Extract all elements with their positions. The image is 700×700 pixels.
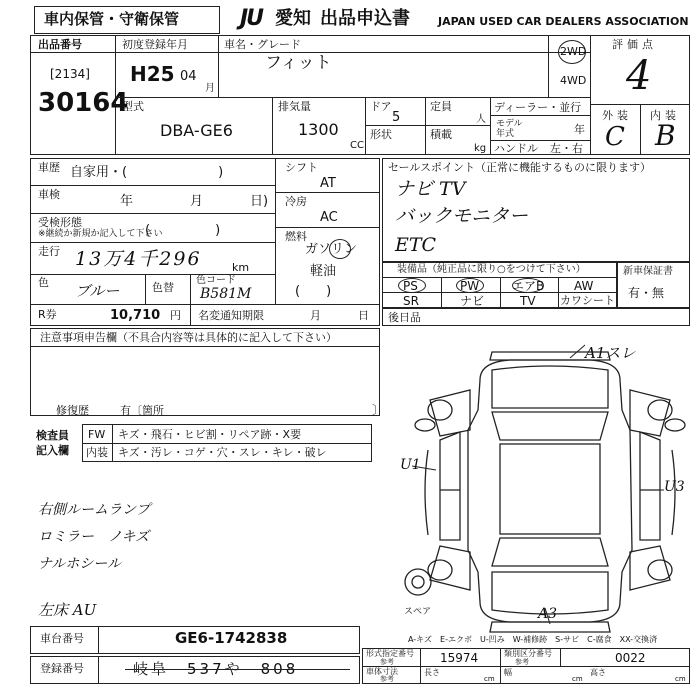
- size-label: 車体寸法: [366, 667, 398, 676]
- repair-history-value: 有〔箇所: [120, 404, 164, 417]
- equip-tv: TV: [520, 294, 536, 308]
- size-ref: 参考: [380, 675, 394, 683]
- doors-label: ドア: [370, 100, 392, 113]
- remarks-label: 後日品: [388, 311, 421, 324]
- displacement-unit: CC: [350, 140, 364, 151]
- fw-items: キズ・飛石・ヒビ割・リペア跡・X要: [118, 428, 302, 441]
- displacement-label: 排気量: [278, 100, 311, 113]
- repair-history-label: 修復歴: [56, 404, 89, 417]
- mileage-value: 13万4千296: [75, 248, 202, 270]
- inspector-interior-label: 内装: [86, 446, 108, 459]
- capacity-unit: 人: [476, 114, 486, 125]
- height-unit: cm: [675, 675, 686, 683]
- model-label: 型式: [122, 100, 144, 113]
- length-unit: cm: [484, 675, 495, 683]
- fuel-gasoline: ガソリン: [305, 242, 358, 257]
- color-code-label: 色コード: [196, 275, 236, 286]
- equip-ps: PS: [403, 279, 418, 293]
- notice-label: 名変通知期限: [198, 309, 264, 322]
- aircon-value: AC: [320, 210, 338, 225]
- history-value: 自家用・( ): [70, 165, 224, 180]
- chassis-number: GE6-1742838: [175, 629, 288, 647]
- top-grid: [30, 35, 690, 155]
- length-label: 長さ: [424, 668, 440, 677]
- handwritten-note-3: ナルホシール: [38, 556, 122, 572]
- shift-label: シフト: [285, 161, 318, 174]
- load-unit: kg: [474, 143, 487, 154]
- handwritten-note-1: 右側ルームランプ: [38, 502, 150, 518]
- class-ref: 参考: [515, 658, 529, 666]
- recycle-value: 10,710: [110, 308, 161, 323]
- equip-aw: AW: [574, 279, 594, 293]
- handle-options: 左・右: [550, 142, 583, 155]
- shift-value: AT: [320, 176, 336, 191]
- sales-point-3: ETC: [395, 234, 437, 256]
- org-name: 愛知: [275, 8, 311, 29]
- registration-label: 初度登録年月: [122, 38, 188, 51]
- lot-label: 出品番号: [38, 38, 82, 51]
- model-year-label: モデル年式: [496, 119, 523, 139]
- warranty-options: 有・無: [628, 286, 665, 300]
- car-name-label: 車名・グレード: [224, 38, 301, 51]
- plate-label: 登録番号: [40, 662, 84, 675]
- grade-score: 4: [626, 53, 652, 99]
- recycle-unit: 円: [170, 309, 181, 322]
- sales-point-2: バックモニター: [395, 205, 529, 227]
- fw-label: FW: [88, 428, 106, 441]
- width-unit: cm: [572, 675, 583, 683]
- type-label: 形式指定番号: [366, 649, 414, 658]
- damage-mark-u3: U3: [664, 479, 685, 495]
- damage-legend: A-キズ E-エクボ U-凹み W-補修跡 S-サビ C-腐食 XX-交換済: [408, 635, 658, 644]
- warranty-label: 新車保証書: [623, 266, 673, 277]
- exterior-grade: C: [605, 122, 625, 152]
- doors-value: 5: [392, 110, 401, 125]
- accept-label: 受検形態: [38, 216, 82, 229]
- model-year-unit: 年: [574, 123, 585, 136]
- aircon-label: 冷房: [285, 195, 307, 208]
- registration-month: 04: [180, 69, 197, 84]
- inspector-sublabel: 記入欄: [36, 444, 69, 457]
- handwritten-note-4: 左床 AU: [38, 601, 97, 619]
- org-english: JAPAN USED CAR DEALERS ASSOCIATION: [438, 15, 689, 28]
- equip-sr: SR: [403, 294, 419, 308]
- color-change-label: 色替: [152, 281, 174, 294]
- fuel-other: ( ): [295, 284, 332, 299]
- dealer-label: ディーラー・並行: [494, 101, 582, 114]
- storage-title: 車内保管・守衛保管: [44, 10, 180, 28]
- notice-day: 日: [358, 309, 369, 322]
- registration-month-unit: 月: [205, 83, 215, 94]
- lot-small-number: [2134]: [50, 67, 90, 81]
- plate-number: 岐阜 537や 808: [133, 660, 299, 678]
- mileage-label: 走行: [38, 245, 60, 258]
- registration-year: H25: [130, 62, 175, 86]
- form-title: 出品申込書: [320, 8, 410, 29]
- height-label: 高さ: [590, 668, 606, 677]
- accept-note: ※継続か新規か記入して下さい: [38, 229, 163, 239]
- car-diagram: [400, 340, 690, 640]
- color-code: B581M: [200, 286, 252, 302]
- capacity-label: 定員: [430, 100, 452, 113]
- type-value: 15974: [440, 651, 479, 665]
- notes-label: 注意事項申告欄（不具合内容等は具体的に記入して下さい）: [40, 331, 337, 344]
- notice-month: 月: [310, 309, 321, 322]
- damage-mark-a1: A1スレ: [585, 344, 636, 362]
- damage-mark-u1: U1: [400, 457, 421, 473]
- fuel-label: 燃料: [285, 230, 307, 243]
- equipment-label: 装備品（純正品に限り○をつけて下さい）: [397, 264, 586, 275]
- inspector-label: 検査員: [36, 429, 69, 442]
- handwritten-note-2: ロミラー ノキズ: [38, 529, 150, 545]
- interior-grade: B: [655, 119, 676, 152]
- spare-label: スペア: [404, 607, 432, 617]
- inspector-interior-items: キズ・汚レ・コゲ・穴・スレ・キレ・破レ: [118, 446, 327, 459]
- color-label: 色: [38, 276, 49, 289]
- shape-label: 形状: [370, 128, 392, 141]
- displacement-value: 1300: [298, 120, 339, 139]
- accept-value: ( ): [145, 223, 221, 238]
- grade-label: 評価点: [612, 38, 657, 51]
- equip-leather: カワシート: [560, 294, 615, 307]
- inspection-label: 車検: [38, 188, 60, 201]
- ju-logo: JU: [240, 6, 263, 31]
- interior-label: 内装: [650, 109, 680, 122]
- load-label: 積載: [430, 128, 452, 141]
- mileage-unit: km: [232, 261, 250, 274]
- equip-navi: ナビ: [460, 294, 485, 308]
- drive-2wd: 2WD: [560, 45, 587, 58]
- recycle-label: R券: [38, 308, 57, 321]
- history-label: 車歴: [38, 161, 60, 174]
- inspection-month: 月: [190, 194, 204, 209]
- inspection-day: 日): [250, 194, 269, 209]
- fuel-light-oil: 軽油: [310, 264, 337, 279]
- sales-points-label: セールスポイント（正常に機能するものに限ります）: [388, 161, 652, 174]
- equip-airbag: エアB: [512, 279, 545, 293]
- class-label: 類別区分番号: [504, 649, 552, 658]
- type-ref: 参考: [380, 658, 394, 666]
- chassis-label: 車台番号: [40, 632, 84, 645]
- sales-point-1: ナビ TV: [395, 178, 466, 200]
- remarks-block: [382, 308, 690, 326]
- damage-mark-a3: A3: [538, 606, 558, 622]
- drive-4wd: 4WD: [560, 74, 587, 87]
- handle-label: ハンドル: [494, 142, 538, 155]
- width-label: 幅: [504, 668, 512, 677]
- inspection-year: 年: [120, 194, 134, 209]
- equip-pw: PW: [460, 279, 480, 293]
- class-value: 0022: [615, 651, 646, 665]
- car-name: フィット: [265, 53, 332, 73]
- color-value: ブルー: [75, 282, 120, 300]
- exterior-label: 外装: [602, 109, 632, 122]
- lot-number: 30164: [38, 88, 129, 118]
- model-value: DBA-GE6: [160, 121, 233, 140]
